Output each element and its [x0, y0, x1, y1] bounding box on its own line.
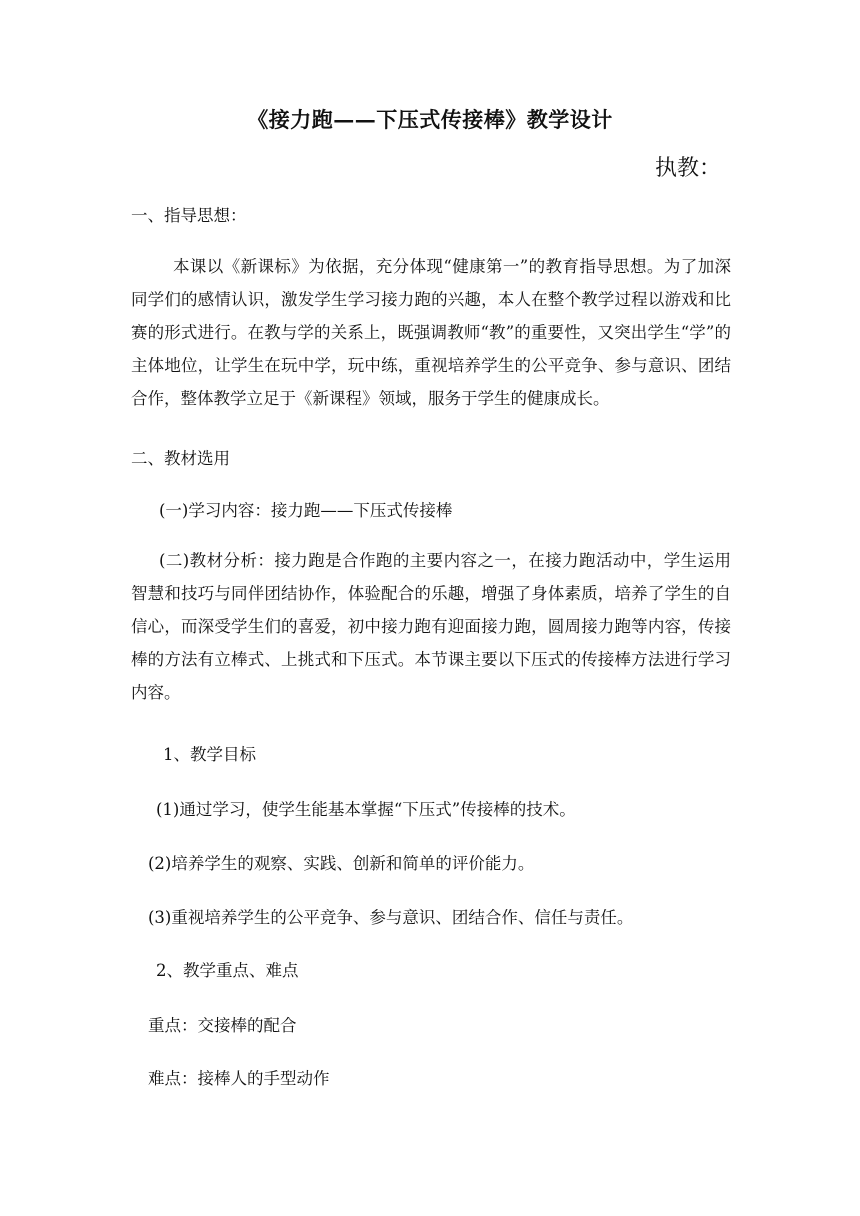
difficulty-line: 难点：接棒人的手型动作	[148, 1069, 330, 1088]
section2-heading: 二、教材选用	[131, 449, 230, 468]
keypoints-heading: 2、教学重点、难点	[156, 961, 299, 980]
material-analysis-text: (二)教材分析：接力跑是合作跑的主要内容之一，在接力跑活动中，学生运用智慧和技巧与同伴团结协作，体验配合的乐趣，增强了身体素质，培养了学生的自信心，而深受学生们的喜爱，初中接力跑有迎面接力跑，圆周接力跑等内容，传接棒的方法有立棒式、上挑式和下压式。本节课主要以下压式的传接棒方法进行学习内容。	[131, 551, 731, 702]
document-title: 《接力跑——下压式传接棒》教学设计	[247, 107, 613, 132]
material-analysis-paragraph	[131, 544, 731, 709]
section1-heading: 一、指导思想：	[131, 206, 247, 225]
goal-item: (2)培养学生的观察、实践、创新和简单的评价能力。	[148, 854, 535, 873]
section1-paragraph	[131, 250, 731, 415]
teacher-label: 执教：	[655, 156, 722, 181]
learning-content-line: (一)学习内容：接力跑——下压式传接棒	[159, 501, 453, 520]
goal-item: (3)重视培养学生的公平竞争、参与意识、团结合作、信任与责任。	[148, 908, 634, 927]
guiding-thought-text: 本课以《新课标》为依据，充分体现“健康第一”的教育指导思想。为了加深同学们的感情认识，激发学生学习接力跑的兴趣，本人在整个教学过程以游戏和比赛的形式进行。在教与学的关系上，既强调教师“教”的重要性，又突出学生“学”的主体地位，让学生在玩中学，玩中练，重视培养学生的公平竞争、参与意识、团结合作，整体教学立足于《新课程》领域，服务于学生的健康成长。	[131, 257, 731, 408]
goal-item: (1)通过学习，使学生能基本掌握“下压式”传接棒的技术。	[156, 800, 576, 819]
goals-heading: 1、教学目标	[163, 745, 256, 764]
key-point-line: 重点：交接棒的配合	[148, 1016, 297, 1035]
